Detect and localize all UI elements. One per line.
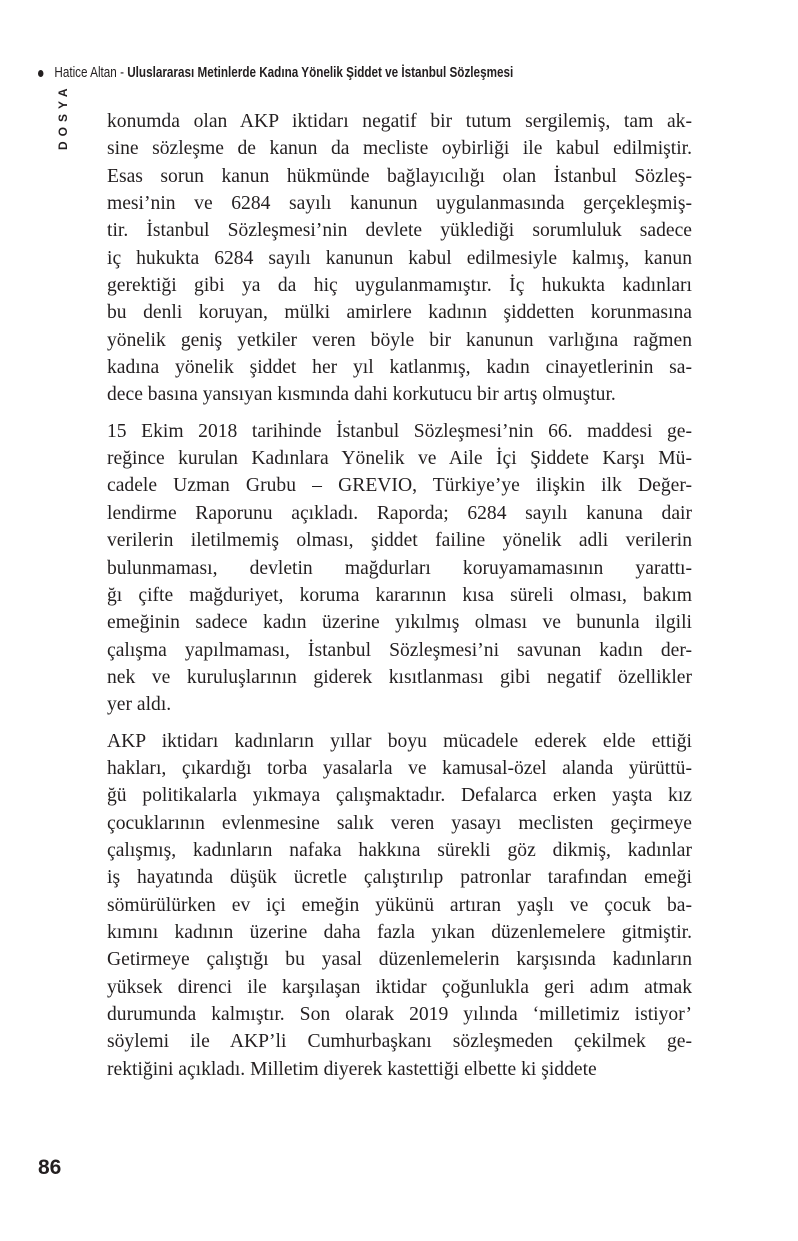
- text-line: durumunda kalmıştır. Son olarak 2019 yılında ‘milletimiz istiyor’: [107, 1004, 692, 1025]
- text-line: cadele Uzman Grubu – GREVIO, Türkiye’ye ilişkin ilk Değer-: [107, 475, 692, 497]
- running-header: [38, 64, 513, 81]
- text-line: reğince kurulan Kadınlara Yönelik ve Aile İçi Şiddete Karşı Mü-: [107, 448, 692, 470]
- text-line: nek ve kuruluşlarının giderek kısıtlanması gibi negatif özellikler: [107, 666, 692, 688]
- text-line: bulunmaması, devletin mağdurları koruyamamasının yarattı-: [107, 557, 692, 579]
- text-line: rektiğini açıkladı. Milletim diyerek kastettiği elbette ki şiddete: [107, 1058, 597, 1080]
- text-line: emeğinin sadece kadın üzerine yıkılmış olması ve bununla ilgili: [107, 612, 692, 634]
- text-line: gerektiği gibi ya da hiç uygulanmamıştır. İç hukukta kadınları: [107, 275, 692, 297]
- text-line: kımını kadının üzerine daha fazla yıkan düzenlemelere gitmiştir.: [107, 921, 692, 943]
- text-line: ğı çifte mağduriyet, koruma kararının kısa süreli olması, bakım: [107, 584, 692, 606]
- text-line: kadına yönelik şiddet her yıl katlanmış, kadın cinayetlerinin sa-: [107, 357, 692, 379]
- text-line: dece basına yansıyan kısmında dahi korkutucu bir artış olmuştur.: [107, 384, 616, 406]
- text-line: mesi’nin ve 6284 sayılı kanunun uygulanmasında gerçekleşmiş-: [107, 193, 692, 215]
- section-label: DOSYA: [56, 83, 70, 150]
- text-line: lendirme Raporunu açıkladı. Raporda; 6284 sayılı kanuna dair: [107, 502, 692, 524]
- text-line: yüksek direnci ile karşılaşan iktidar çoğunlukla geri adım atmak: [107, 976, 692, 998]
- text-line: iş hayatında düşük ücretle çalıştırılıp patronlar tarafından emeği: [107, 867, 692, 889]
- text-line: konumda olan AKP iktidarı negatif bir tutum sergilemiş, tam ak-: [107, 111, 692, 132]
- text-line: AKP iktidarı kadınların yıllar boyu mücadele ederek elde ettiği: [107, 730, 692, 752]
- text-line: Esas sorun kanun hükmünde bağlayıcılığı olan İstanbul Sözleş-: [107, 165, 692, 187]
- text-line: ğü politikalarla yıkmaya çalışmaktadır. Defalarca erken yaşta kız: [107, 785, 692, 807]
- text-line: bu denli koruyan, mülki amirlere kadının şiddetten korunmasına: [107, 302, 692, 324]
- text-line: sine sözleşme de kanun da mecliste oybirliği ile kabul edilmiştir.: [107, 138, 692, 160]
- paragraph: [107, 108, 692, 409]
- text-line: sömürülürken ev içi emeğin yükünü artıran yaşlı ve çocuk ba-: [107, 894, 692, 916]
- bullet-icon: [38, 70, 43, 77]
- paragraph: [107, 728, 692, 1083]
- text-line: çalışma yapılmaması, İstanbul Sözleşmesi’ni savunan kadın der-: [107, 639, 692, 661]
- text-line: söylemi ile AKP’li Cumhurbaşkanı sözleşmeden çekilmek ge-: [107, 1031, 692, 1053]
- header-author: Hatice Altan -: [54, 64, 128, 81]
- text-line: tir. İstanbul Sözleşmesi’nin devlete yüklediği sorumluluk sadece: [107, 220, 692, 242]
- text-line: verilerin iletilmemiş olması, şiddet failine yönelik adli verilerin: [107, 530, 692, 552]
- paragraph: [107, 418, 692, 719]
- text-line: iç hukukta 6284 sayılı kanunun kabul edilmesiyle kalmış, kanun: [107, 247, 692, 269]
- body-text: [107, 108, 692, 1092]
- page-number: 86: [38, 1156, 62, 1179]
- text-line: çocuklarının evlenmesine salık veren yasayı meclisten geçirmeye: [107, 812, 692, 834]
- header-title: Uluslararası Metinlerde Kadına Yönelik Şiddet ve İstanbul Sözleşmesi: [127, 64, 514, 81]
- text-line: yer aldı.: [107, 694, 172, 716]
- text-line: Getirmeye çalıştığı bu yasal düzenlemelerin karşısında kadınların: [107, 949, 692, 971]
- text-line: yönelik geniş yetkiler veren böyle bir kanunun varlığına rağmen: [107, 329, 692, 351]
- text-line: hakları, çıkardığı torba yasalarla ve kamusal-özel alanda yürüttü-: [107, 757, 692, 779]
- text-line: çalışmış, kadınların nafaka hakkına sürekli göz dikmiş, kadınlar: [107, 839, 692, 861]
- text-line: 15 Ekim 2018 tarihinde İstanbul Sözleşmesi’nin 66. maddesi ge-: [107, 420, 692, 442]
